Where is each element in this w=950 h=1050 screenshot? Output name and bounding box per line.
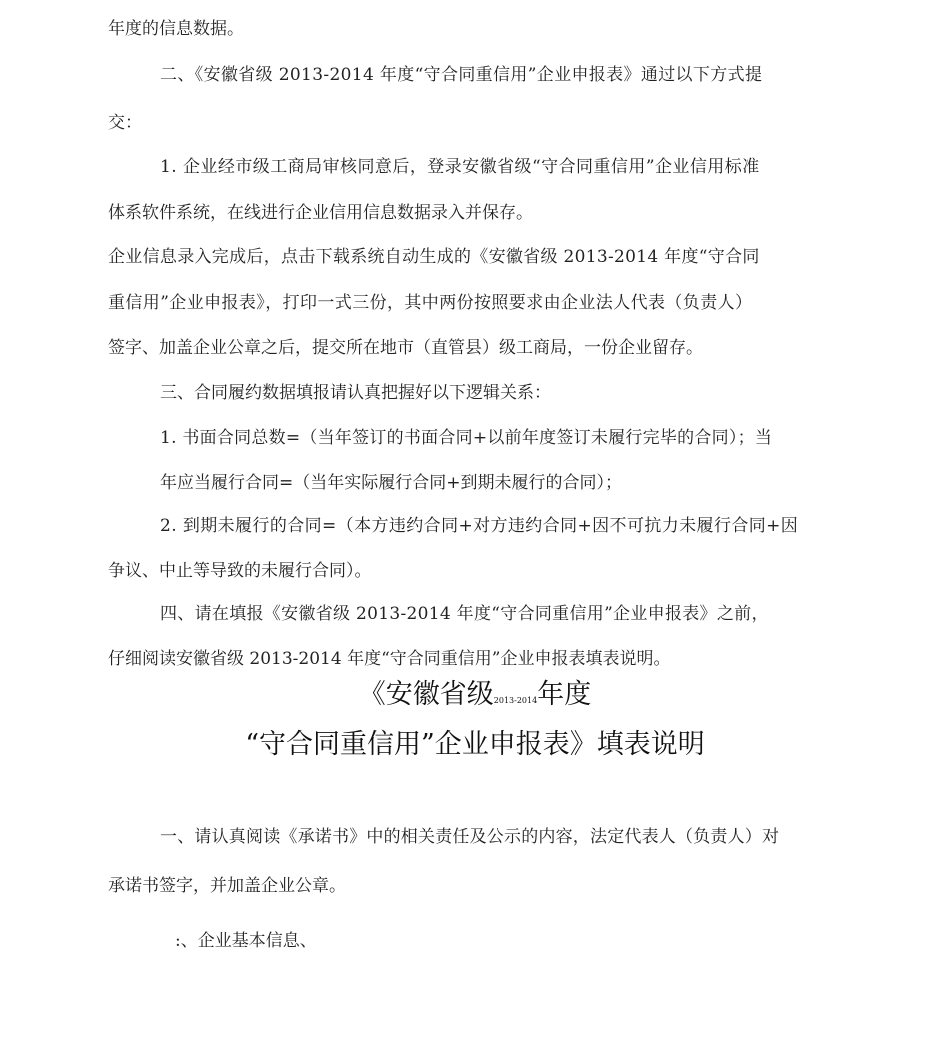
paragraph-line: 重信用”企业申报表》，打印一式三份，其中两份按照要求由企业法人代表（负责人） xyxy=(108,293,753,313)
form-title-line1 xyxy=(0,678,950,718)
paragraph-line: 签字、加盖企业公章之后，提交所在地市（直管县）级工商局，一份企业留存。 xyxy=(108,338,703,358)
paragraph-line: 三、合同履约数据填报请认真把握好以下逻辑关系： xyxy=(160,383,551,403)
paragraph-line: 承诺书签字，并加盖企业公章。 xyxy=(108,876,346,896)
section-heading: :、企业基本信息、 xyxy=(175,931,317,951)
paragraph-line: 企业信息录入完成后，点击下载系统自动生成的《安徽省级 2013-2014 年度“守合同 xyxy=(108,247,760,267)
paragraph-line: 1. 企业经市级工商局审核同意后，登录安徽省级“守合同重信用”企业信用标准 xyxy=(160,157,760,177)
title-suffix: 年度 xyxy=(537,679,592,710)
paragraph-line: 四、请在填报《安徽省级 2013-2014 年度“守合同重信用”企业申报表》之前， xyxy=(160,604,769,624)
form-title-line2: “守合同重信用”企业申报表》填表说明 xyxy=(245,729,705,760)
paragraph-line: 仔细阅读安徽省级 2013-2014 年度“守合同重信用”企业申报表填表说明。 xyxy=(108,649,671,669)
title-year: 2013-2014 xyxy=(493,696,538,705)
paragraph-line: 2. 到期未履行的合同=（本方违约合同+对方违约合同+因不可抗力未履行合同+因 xyxy=(160,516,799,536)
paragraph-line: 争议、中止等导致的未履行合同）。 xyxy=(108,561,372,581)
paragraph-line: 交： xyxy=(108,113,142,133)
paragraph-line: 一、请认真阅读《承诺书》中的相关责任及公示的内容，法定代表人（负责人）对 xyxy=(160,827,780,847)
paragraph-line: 1. 书面合同总数=（当年签订的书面合同+以前年度签订未履行完毕的合同）；当 xyxy=(160,428,773,448)
paragraph-line: 二、《安徽省级 2013-2014 年度“守合同重信用”企业申报表》通过以下方式提 xyxy=(160,65,763,85)
title-prefix: 《安徽省级 xyxy=(358,679,494,710)
paragraph-line: 年应当履行合同=（当年实际履行合同+到期未履行的合同）； xyxy=(160,473,622,493)
paragraph-line: 体系软件系统，在线进行企业信用信息数据录入并保存。 xyxy=(108,203,533,223)
paragraph-line: 年度的信息数据。 xyxy=(108,19,244,39)
